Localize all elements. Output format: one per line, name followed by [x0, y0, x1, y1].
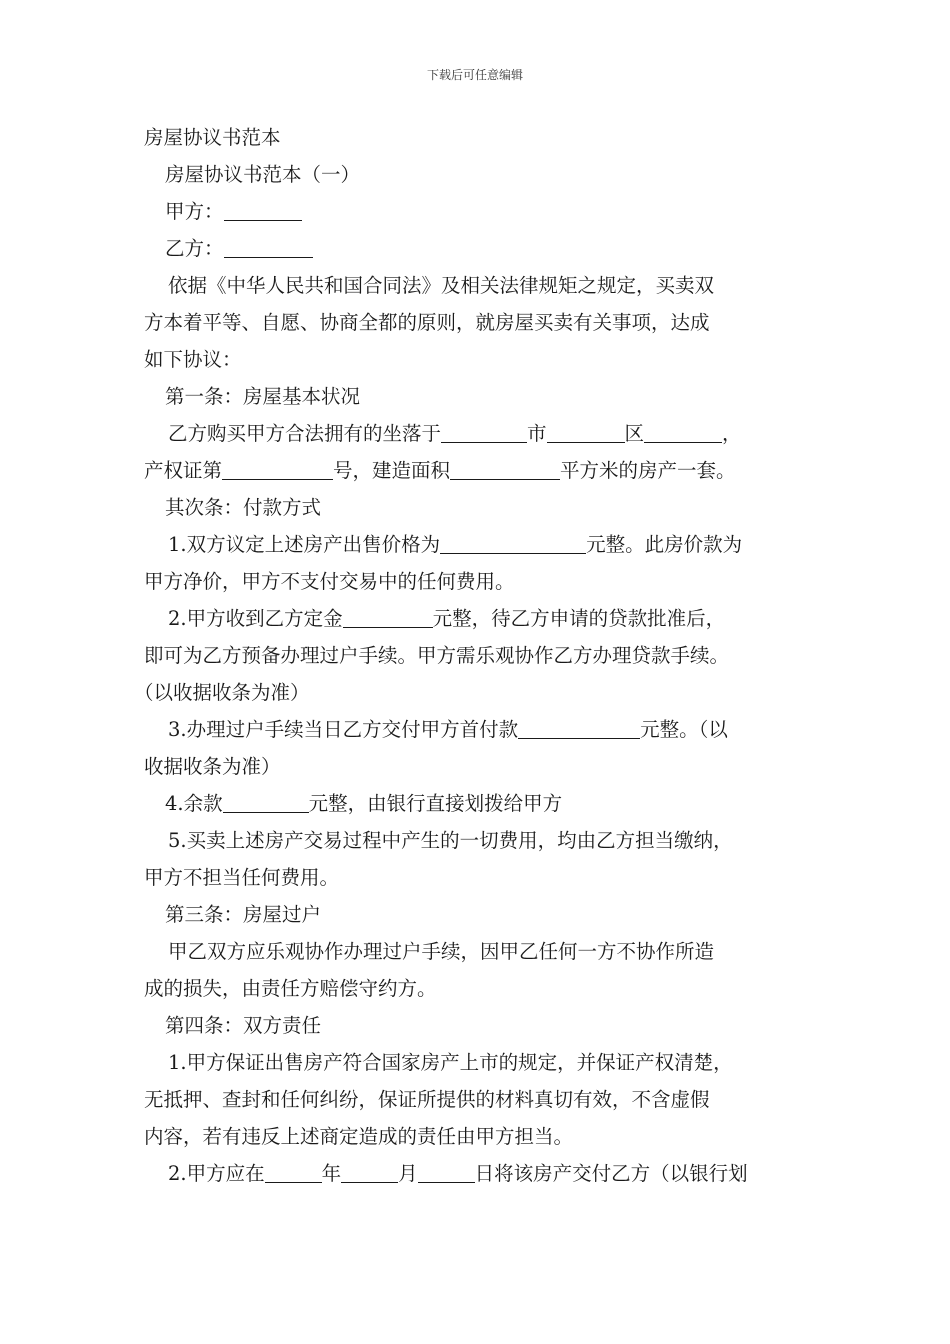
article-2-item-5-line-2: 甲方不担当任何费用。: [144, 866, 340, 889]
text-segment: 元整，由银行直接划拨给甲方: [308, 792, 563, 815]
text-segment: 1.双方议定上述房产出售价格为: [168, 533, 441, 556]
document-title: 房屋协议书范本: [144, 126, 281, 149]
article-2-item-3-line-1: [144, 711, 824, 748]
text-segment: 元整。（以: [640, 718, 728, 741]
article-1-line-1: [144, 415, 824, 452]
text-segment: 区: [624, 422, 645, 445]
article-2-item-4: [144, 785, 824, 822]
intro-line-1: 依据《中华人民共和国合同法》及相关法律规矩之规定，买卖双: [168, 274, 715, 297]
text-segment: 4.余款: [165, 792, 223, 815]
day-blank: [418, 1161, 475, 1182]
text-segment: 平方米的房产一套。: [560, 459, 736, 482]
article-4-heading: 第四条：双方责任: [165, 1014, 322, 1037]
article-4-item-1-line-2: 无抵押、查封和任何纠纷，保证所提供的材料真切有效，不含虚假: [144, 1088, 710, 1111]
article-2-heading: 其次条：付款方式: [165, 496, 322, 519]
article-2-item-1-line-2: 甲方净价，甲方不支付交易中的任何费用。: [144, 570, 515, 593]
down-payment-blank: [518, 717, 640, 738]
article-2-item-5-line-1: 5.买卖上述房产交易过程中产生的一切费用，均由乙方担当缴纳，: [168, 829, 733, 852]
area-blank: [450, 458, 560, 479]
location-blank: [441, 421, 527, 442]
text-segment: 日将该房产交付乙方（以银行划: [474, 1162, 748, 1185]
text-segment: 号，建造面积: [333, 459, 451, 482]
text-segment: 年: [321, 1162, 342, 1185]
party-b-blank: [224, 236, 313, 257]
article-1-heading: 第一条：房屋基本状况: [165, 385, 361, 408]
party-b-line: [144, 230, 824, 267]
text-segment: 元整。此房价款为: [586, 533, 743, 556]
deposit-blank: [343, 606, 433, 627]
certificate-number-blank: [222, 458, 333, 479]
article-2-item-2-line-1: [144, 600, 824, 637]
intro-line-2: 方本着平等、自愿、协商全都的原则，就房屋买卖有关事项，达成: [144, 311, 710, 334]
price-blank: [440, 532, 586, 553]
text-segment: ，: [722, 422, 742, 445]
article-3-heading: 第三条：房屋过户: [165, 903, 322, 926]
party-a-line: [144, 193, 824, 230]
month-blank: [341, 1161, 398, 1182]
text-segment: 月: [398, 1162, 418, 1185]
year-blank: [265, 1161, 322, 1182]
text-segment: 2.甲方收到乙方定金: [168, 607, 343, 630]
party-a-label: 甲方：: [165, 200, 224, 223]
city-blank: [547, 421, 625, 442]
article-2-item-1-line-1: [144, 526, 824, 563]
page-header: 下载后可任意编辑: [426, 68, 523, 82]
party-a-blank: [224, 199, 302, 220]
article-3-line-2: 成的损失，由责任方赔偿守约方。: [144, 977, 437, 1000]
article-2-item-3-line-2: 收据收条为准）: [144, 755, 281, 778]
article-1-line-2: [144, 452, 824, 489]
text-segment: 2.甲方应在: [168, 1162, 265, 1185]
text-segment: 3.办理过户手续当日乙方交付甲方首付款: [168, 718, 519, 741]
text-segment: 市: [527, 422, 547, 445]
document-body: [134, 119, 824, 1192]
text-segment: 元整，待乙方申请的贷款批准后，: [432, 607, 726, 630]
balance-blank: [223, 791, 309, 812]
article-4-item-2-line-1: [144, 1155, 824, 1192]
document-subtitle: 房屋协议书范本（一）: [165, 163, 361, 186]
article-4-item-1-line-1: 1.甲方保证出售房产符合国家房产上市的规定，并保证产权清楚，: [168, 1051, 733, 1074]
district-blank: [644, 421, 722, 442]
text-segment: 产权证第: [144, 459, 223, 482]
article-3-line-1: 甲乙双方应乐观协作办理过户手续，因甲乙任何一方不协作所造: [168, 940, 715, 963]
article-2-item-2-line-2: 即可为乙方预备办理过户手续。甲方需乐观协作乙方办理贷款手续。: [144, 644, 730, 667]
party-b-label: 乙方：: [165, 237, 224, 260]
article-4-item-1-line-3: 内容，若有违反上述商定造成的责任由甲方担当。: [144, 1125, 574, 1148]
article-2-item-2-line-3: （以收据收条为准）: [134, 681, 310, 704]
text-segment: 乙方购买甲方合法拥有的坐落于: [168, 422, 442, 445]
intro-line-3: 如下协议：: [144, 348, 242, 371]
